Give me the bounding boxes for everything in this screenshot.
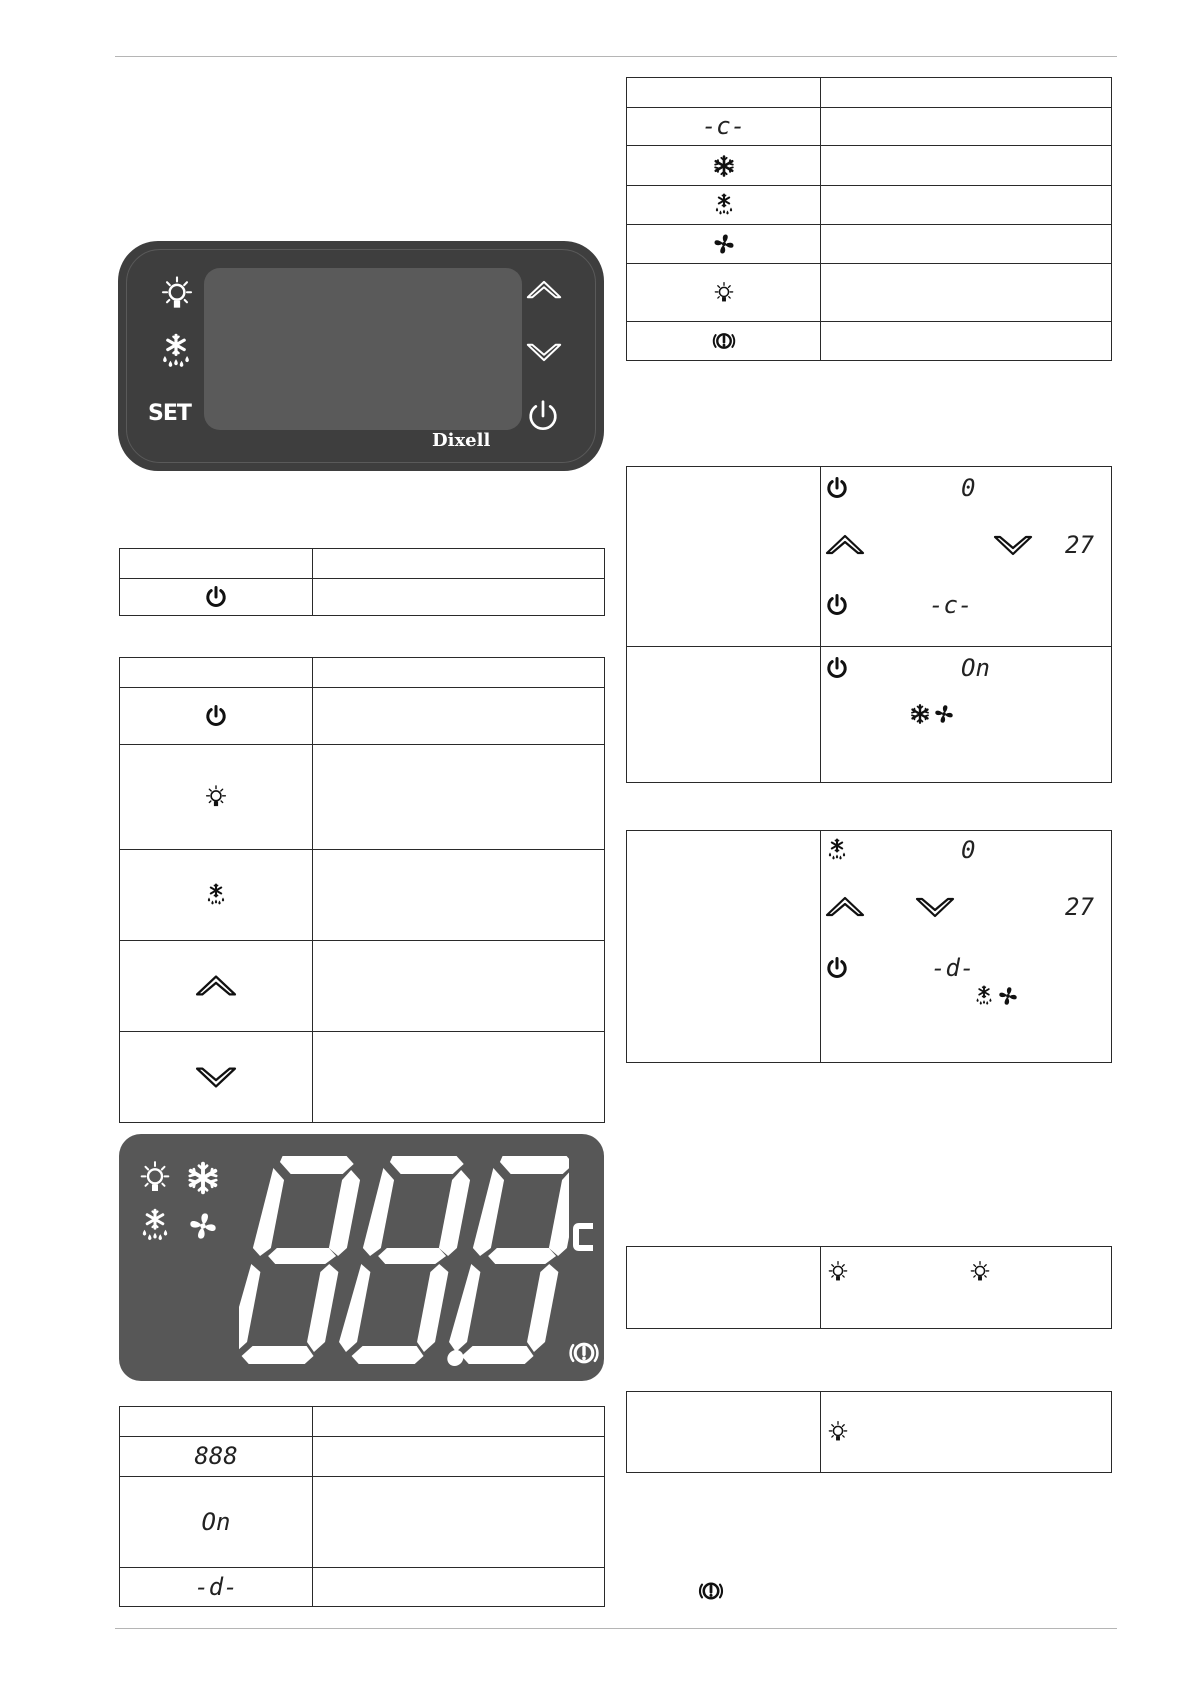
display-code: -c- [701, 112, 746, 140]
table-row [627, 186, 1112, 225]
light-status-table [626, 1391, 1112, 1473]
header-cell [313, 549, 605, 579]
down-arrow-icon [195, 1064, 237, 1090]
table-row [627, 467, 1112, 647]
table-row [627, 1247, 1112, 1329]
table-row [120, 688, 605, 745]
controller-front-panel [118, 241, 604, 471]
up-arrow-icon [825, 895, 865, 919]
header-cell [627, 78, 821, 108]
bottom-rule [115, 1628, 1117, 1629]
table-row [120, 579, 605, 616]
fan-icon [187, 1210, 219, 1242]
up-arrow-icon [195, 973, 237, 999]
header-cell [313, 658, 605, 688]
fan-icon [997, 985, 1019, 1007]
decimal-point [447, 1350, 465, 1366]
table-row [120, 941, 605, 1032]
alarm-icon [697, 1577, 725, 1605]
table-row [627, 1392, 1112, 1473]
fan-icon [712, 232, 736, 256]
down-arrow-icon [993, 533, 1033, 557]
header-cell [120, 549, 313, 579]
header-cell [313, 1407, 605, 1437]
lcd-display-panel [119, 1134, 604, 1381]
power-icon [204, 704, 228, 728]
table-row [627, 146, 1112, 186]
power-icon [825, 593, 849, 617]
light-icon [825, 1259, 851, 1285]
display-readout: 0 [961, 474, 976, 502]
power-icon [825, 956, 849, 980]
table-row [627, 831, 1112, 1063]
fan-icon [933, 703, 955, 725]
defrost-procedure-table [626, 830, 1112, 1063]
defrost-button[interactable] [157, 333, 195, 371]
defrost-icon [712, 193, 736, 217]
header-cell [120, 1407, 313, 1437]
defrost-icon [973, 985, 995, 1007]
light-button[interactable] [156, 273, 198, 315]
table-row [120, 1437, 605, 1477]
light-procedure-table [626, 1246, 1112, 1329]
alarm-icon [711, 328, 737, 354]
defrost-icon [825, 838, 849, 862]
display-readout: 27 [1065, 893, 1094, 921]
up-arrow-icon [825, 533, 865, 557]
table-row [627, 264, 1112, 322]
table-row [627, 225, 1112, 264]
display-window [204, 268, 522, 430]
light-icon [967, 1259, 993, 1285]
table-row [120, 850, 605, 941]
display-readout: 0 [961, 836, 976, 864]
down-arrow-icon [915, 895, 955, 919]
display-code: -d- [194, 1572, 238, 1601]
celsius-unit [573, 1222, 595, 1252]
display-code: On [201, 1507, 231, 1536]
light-icon [135, 1158, 175, 1198]
light-icon [202, 783, 230, 811]
table-row [627, 322, 1112, 361]
light-icon [825, 1419, 851, 1445]
power-icon [825, 476, 849, 500]
display-code: 888 [194, 1442, 238, 1470]
display-readout: -d- [931, 954, 975, 982]
table-row [120, 1032, 605, 1123]
defrost-icon [204, 883, 228, 907]
table-row [120, 745, 605, 850]
icons-meaning-table [626, 77, 1112, 361]
table-row [627, 647, 1112, 783]
long-press-table [119, 657, 605, 1123]
brand-logo: Dixell [432, 430, 491, 451]
up-button[interactable] [526, 279, 562, 301]
alarm-icon [567, 1336, 601, 1370]
snowflake-icon [185, 1160, 221, 1196]
set-button[interactable]: SET [148, 401, 191, 426]
single-press-table [119, 548, 605, 616]
power-icon [204, 585, 228, 609]
table-row [120, 1568, 605, 1607]
top-rule [115, 56, 1117, 57]
seven-segment-digits [239, 1152, 569, 1370]
compressor-procedure-table [626, 466, 1112, 783]
display-readout: -c- [929, 591, 973, 619]
display-codes-table [119, 1406, 605, 1607]
snowflake-icon [909, 703, 931, 725]
display-readout: 27 [1065, 531, 1094, 559]
table-row [120, 1477, 605, 1568]
table-row [627, 108, 1112, 146]
power-icon [825, 656, 849, 680]
header-cell [821, 78, 1112, 108]
snowflake-icon [712, 154, 736, 178]
light-icon [711, 280, 737, 306]
header-cell [120, 658, 313, 688]
down-button[interactable] [526, 341, 562, 363]
power-button[interactable] [525, 398, 561, 434]
defrost-icon [137, 1208, 173, 1244]
display-readout: On [961, 654, 990, 682]
